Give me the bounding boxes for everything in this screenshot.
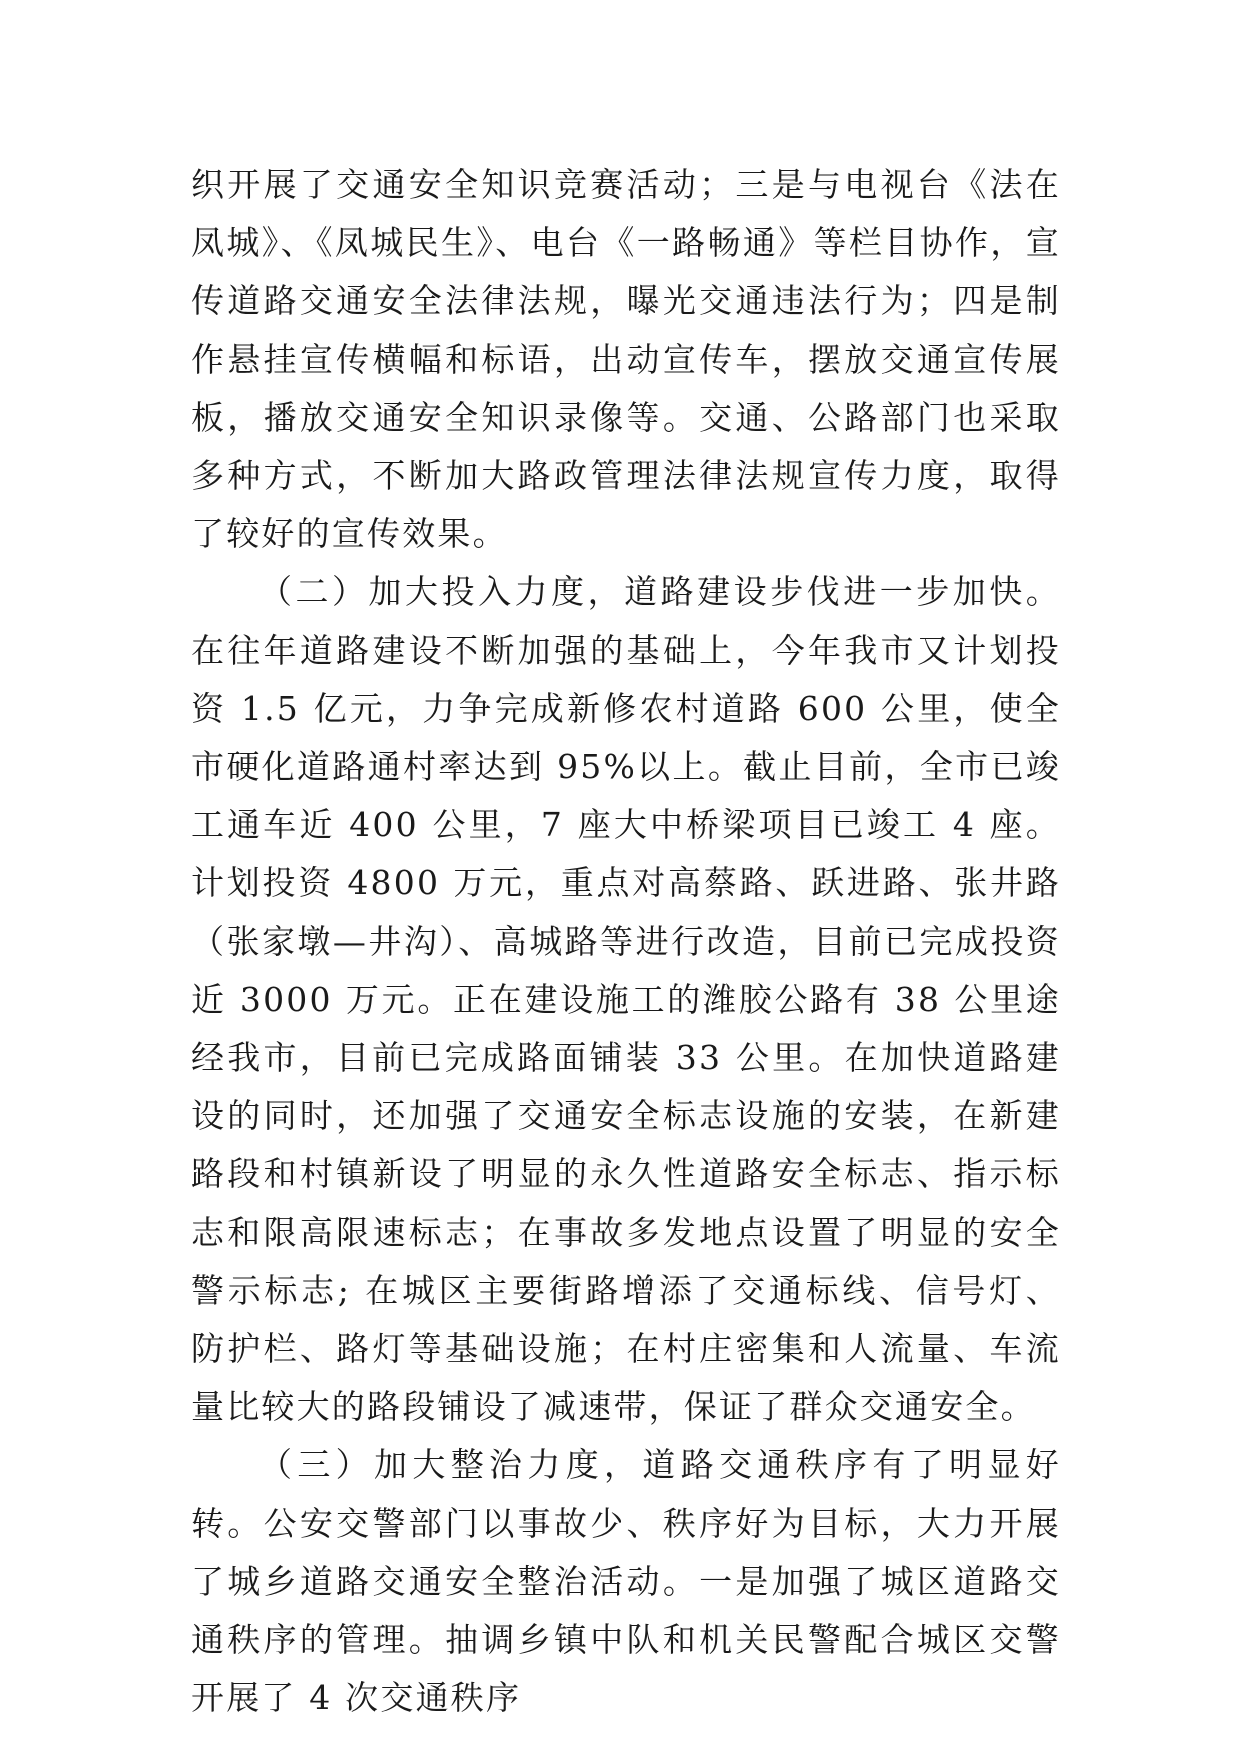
paragraph-1: 织开展了交通安全知识竞赛活动；三是与电视台《法在凤城》、《凤城民生》、电台《一路畅通》等栏目协作，宣传道路交通安全法律法规，曝光交通违法行为；四是制作悬挂宣传横幅和标语，出动宣传车，摆放交通宣传展板，播放交通安全知识录像等。交通、公路部门也采取多种方式，不断加大路政管理法律法规宣传力度，取得了较好的宣传效果。 [191, 165, 1061, 554]
paragraph-2: （二）加大投入力度，道路建设步伐进一步加快。在往年道路建设不断加强的基础上，今年我市又计划投资 1.5 亿元，力争完成新修农村道路 600 公里，使全市硬化道路通村率达到 95%以上。截止目前，全市已竣工通车近 400 公里，7 座大中桥梁项目已竣工 4 座。计划投资 4800 万元，重点对高蔡路、跃进路、张井路（张家墩—井沟）、高城路等进行改造，目前已完成投资近 3000 万元。正在建设施工的潍胶公路有 38 公里途经我市，目前已完成路面铺装 33 公里。在加快道路建设的同时，还加强了交通安全标志设施的安装，在新建路段和村镇新设了明显的永久性道路安全标志、指示标志和限高限速标志；在事故多发地点设置了明显的安全警示标志; 在城区主要街路增添了交通标线、信号灯、防护栏、路灯等基础设施；在村庄密集和人流量、车流量比较大的路段铺设了减速带，保证了群众交通安全。 [191, 572, 1061, 1427]
paragraph-3: （三）加大整治力度，道路交通秩序有了明显好转。公安交警部门以事故少、秩序好为目标，大力开展了城乡道路交通安全整治活动。一是加强了城区道路交通秩序的管理。抽调乡镇中队和机关民警配合城区交警开展了 4 次交通秩序 [191, 1445, 1061, 1718]
document-body [191, 156, 1061, 1727]
